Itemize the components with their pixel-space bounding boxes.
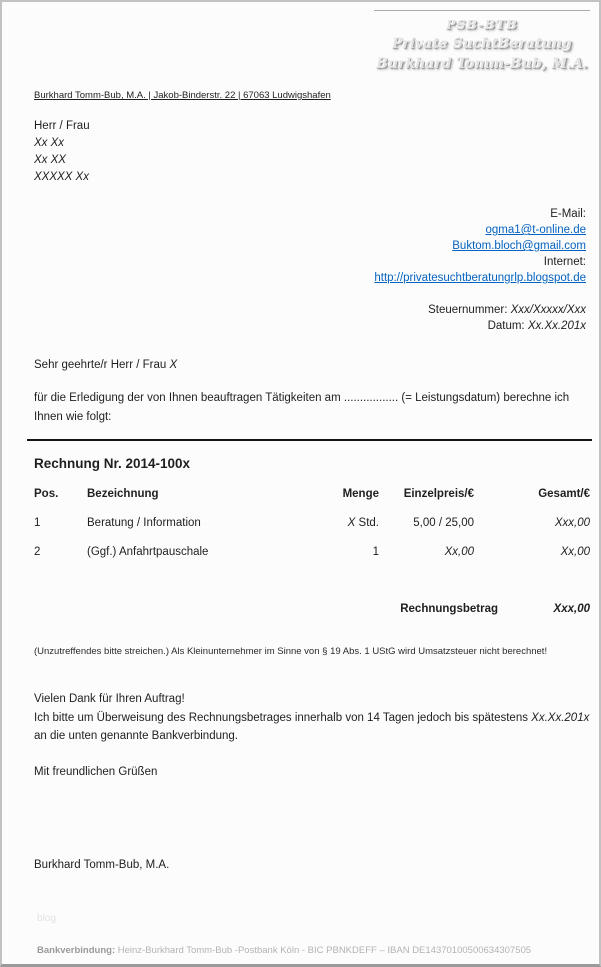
- total-label: Rechnungsbetrag: [400, 603, 498, 615]
- logo-acronym: PSB-BTB: [446, 17, 518, 32]
- table-row: [2, 517, 601, 533]
- recipient-street-placeholder: Xx XX: [34, 154, 66, 166]
- date-placeholder: Xx.Xx.201x: [527, 320, 586, 332]
- row1-total: Xxx,00: [554, 517, 590, 529]
- recipient-city-placeholder: XXXXX Xx: [34, 171, 89, 183]
- row2-quantity: 1: [372, 546, 379, 558]
- letterhead-divider: [374, 10, 590, 11]
- invoice-total-row: [2, 603, 601, 619]
- blog-watermark: blog: [37, 913, 56, 924]
- due-date-placeholder: Xx.Xx.201x: [531, 711, 590, 724]
- row1-pos: 1: [34, 517, 41, 529]
- thanks-line: Vielen Dank für Ihren Auftrag!: [34, 693, 185, 705]
- row2-description: (Ggf.) Anfahrtpauschale: [87, 546, 209, 558]
- tax-number-line: [374, 302, 586, 318]
- greeting-text: Sehr geehrte/r Herr / Frau: [34, 359, 170, 371]
- header-einzelpreis: Einzelpreis/€: [403, 488, 474, 500]
- tax-number-placeholder: Xxx/Xxxxx/Xxx: [510, 304, 586, 316]
- website-link[interactable]: http://privatesuchtberatungrlp.blogspot.de: [374, 272, 586, 284]
- intro-paragraph: für die Erledigung der von Ihnen beauftragen Tätigkeiten am ................. (= Leistungsdatum) berechne ich Ihnen wie folgt:: [34, 392, 570, 423]
- date-label: Datum:: [487, 320, 528, 332]
- logo-company-name: Private SuchtBeratung: [392, 36, 572, 52]
- header-pos: Pos.: [34, 488, 59, 500]
- row2-pos: 2: [34, 546, 41, 558]
- recipient-name-placeholder: Xx Xx: [34, 137, 65, 149]
- row1-description: Beratung / Information: [87, 517, 201, 529]
- greeting-line: [34, 359, 177, 371]
- tax-number-label: Steuernummer:: [428, 304, 511, 316]
- invoice-number-title: Rechnung Nr. 2014-100x: [34, 456, 191, 471]
- regards-line: Mit freundlichen Grüßen: [34, 766, 158, 778]
- recipient-address-block: [34, 118, 90, 186]
- bank-details-footer: [37, 945, 592, 956]
- payment-terms-continuation: an die unten genannte Bankverbindung.: [34, 730, 238, 742]
- header-menge: Menge: [342, 488, 379, 500]
- header-gesamt: Gesamt/€: [538, 488, 590, 500]
- email-label: E-Mail:: [550, 208, 586, 220]
- row1-quantity: X Std.: [347, 517, 379, 529]
- contact-spacer: [374, 286, 586, 302]
- contact-block: [374, 206, 586, 334]
- email-link-primary[interactable]: ogma1@t-online.de: [485, 224, 586, 236]
- table-row: [2, 546, 601, 562]
- letterhead-logo: [374, 10, 590, 74]
- date-line: [374, 318, 586, 334]
- closing-paragraph: [34, 690, 596, 746]
- total-amount: Xxx,00: [553, 603, 590, 615]
- section-divider: [27, 439, 592, 441]
- row1-unit-price: 5,00 / 25,00: [413, 517, 474, 529]
- signature-name: Burkhard Tomm-Bub, M.A.: [34, 859, 170, 871]
- email-link-secondary[interactable]: Buktom.bloch@gmail.com: [452, 240, 586, 252]
- bank-label: Bankverbindung:: [37, 945, 116, 956]
- sender-return-address: Burkhard Tomm-Bub, M.A. | Jakob-Binderstr. 22 | 67063 Ludwigshafen: [34, 90, 331, 101]
- greeting-name-placeholder: X: [169, 359, 178, 371]
- logo-owner-name: Burkhard Tomm-Bub, M.A.: [376, 56, 588, 72]
- row2-unit-price: Xx,00: [444, 546, 474, 558]
- tax-disclaimer: (Unzutreffendes bitte streichen.) Als Kleinunternehmer im Sinne von § 19 Abs. 1 UStG wird Umsatzsteuer nicht berechnet!: [34, 646, 548, 657]
- internet-label: Internet:: [543, 256, 586, 268]
- header-bezeichnung: Bezeichnung: [87, 488, 159, 500]
- payment-terms-line: Ich bitte um Überweisung des Rechnungsbetrages innerhalb von 14 Tagen jedoch bis spätestens Xx.Xx.201x: [34, 711, 590, 724]
- row2-total: Xx,00: [560, 546, 590, 558]
- invoice-table-header: [2, 488, 601, 504]
- recipient-salutation: Herr / Frau: [34, 120, 90, 132]
- bank-details-text: Heinz-Burkhard Tomm-Bub -Postbank Köln - BIC PBNKDEFF – IBAN DE14370100500634307505: [115, 945, 532, 956]
